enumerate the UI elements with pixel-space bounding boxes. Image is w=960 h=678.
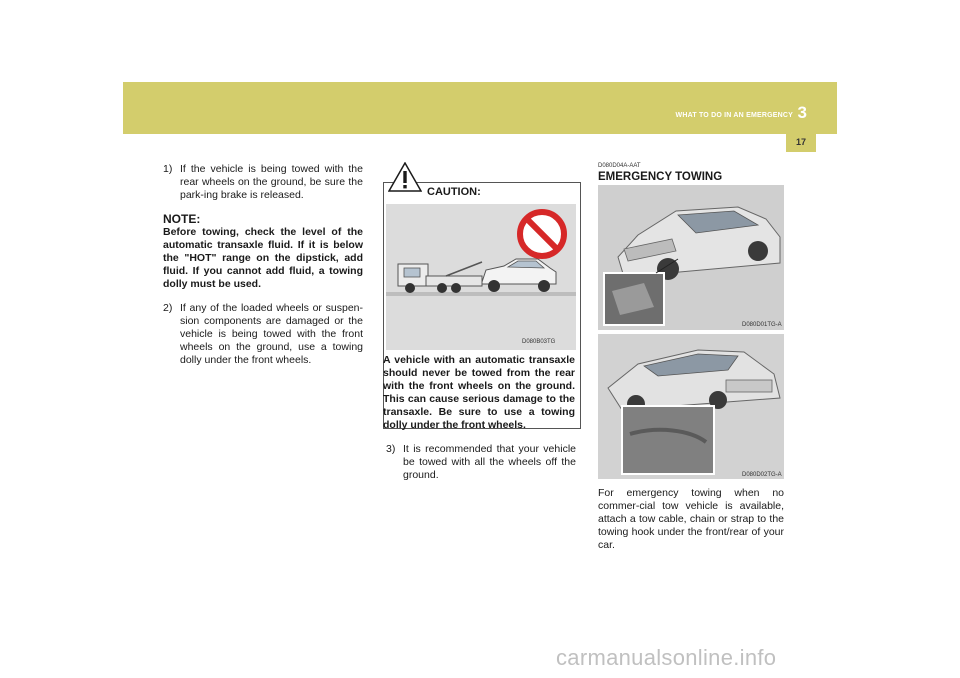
- towing-instructions: For emergency towing when no commer-cial tow vehicle is available, attach a tow cable, chain or strap to the towing hook under the front/rear of your car.: [598, 487, 784, 551]
- note-body: Before towing, check the level of the automatic transaxle fluid. If it is below the "HOT" range on the dipstick, add fluid. If you cannot add fluid, a towing dolly must be used.: [163, 226, 363, 290]
- note-heading: NOTE:: [163, 212, 201, 226]
- image-code: D080D02TG-A: [742, 472, 782, 478]
- list-item: [163, 302, 363, 367]
- car-rear-photo: [598, 334, 784, 479]
- middle-column: [386, 443, 576, 493]
- list-item: [386, 443, 576, 482]
- list-item: [163, 163, 363, 202]
- car-front-illustration: [598, 185, 784, 330]
- doc-code: D080D04A-AAT: [598, 163, 641, 169]
- list-text: If the vehicle is being towed with the rear wheels on the ground, be sure the park-ing brake is released.: [180, 163, 363, 201]
- section-heading: EMERGENCY TOWING: [598, 171, 723, 183]
- header-band: [123, 82, 837, 134]
- caution-label: CAUTION:: [427, 186, 481, 198]
- car-front-photo: [598, 185, 784, 330]
- image-code: D080B03TG: [522, 339, 556, 345]
- caution-text: A vehicle with an automatic transaxle should never be towed from the rear with the front wheels on the ground. This can cause serious damage to the transaxle. Be sure to use a towing dolly under the front wheels.: [383, 354, 575, 431]
- section-title: WHAT TO DO IN AN EMERGENCY: [675, 112, 793, 119]
- list-number: 3): [386, 443, 396, 455]
- image-code: D080D01TG-A: [742, 322, 782, 328]
- list-number: 2): [163, 302, 173, 314]
- list-text: If any of the loaded wheels or suspen-sion components are damaged or the vehicle is being towed with the front wheels on the ground, use a towing dolly under the front wheels.: [180, 302, 363, 366]
- list-text: It is recommended that your vehicle be towed with all the wheels off the ground.: [403, 443, 576, 481]
- left-column: [163, 163, 363, 378]
- tow-truck-illustration: [386, 204, 576, 350]
- warning-triangle-icon: [388, 162, 422, 192]
- towing-illustration: [386, 204, 576, 350]
- car-rear-illustration: [598, 334, 784, 479]
- list-number: 1): [163, 163, 173, 175]
- section-number: 3: [797, 103, 807, 122]
- page-number: 17: [786, 134, 816, 152]
- watermark: carmanualsonline.info: [556, 645, 777, 670]
